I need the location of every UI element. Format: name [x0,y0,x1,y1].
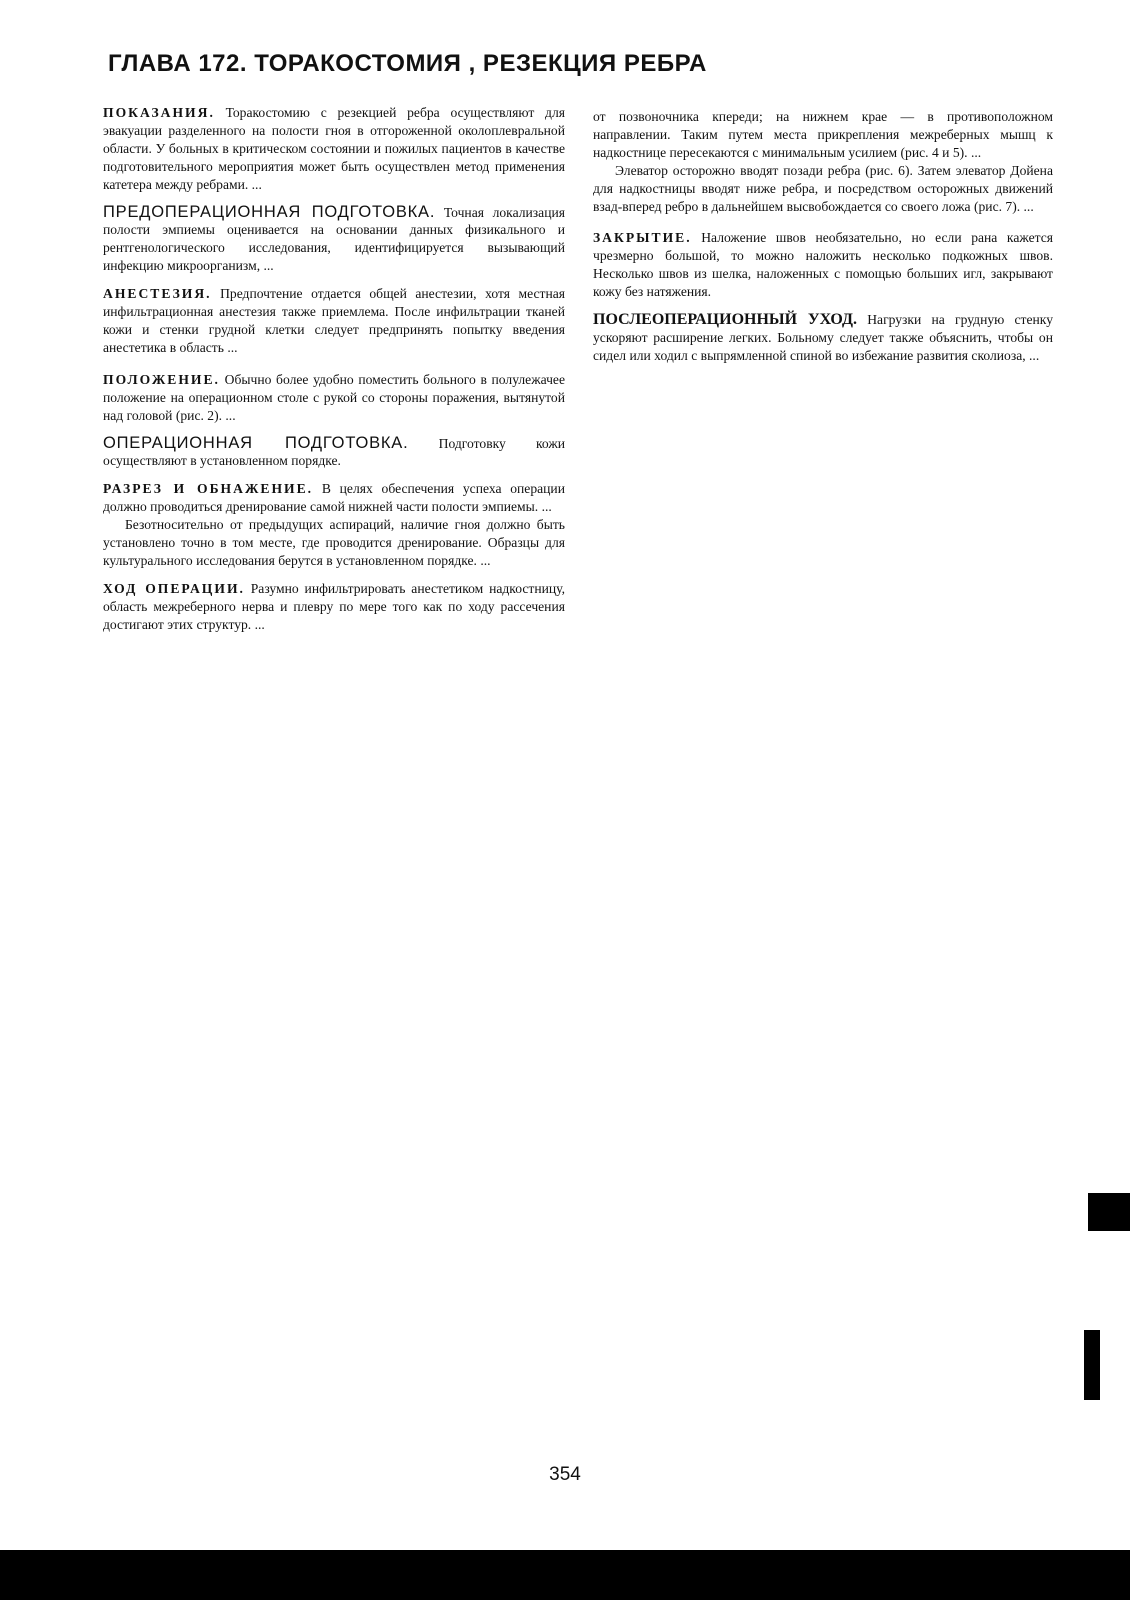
section-heading: ЗАКРЫТИЕ. [593,230,692,246]
left-column [103,104,565,644]
section-procedure-continued [593,108,1053,215]
section-closure [593,229,1053,301]
section-heading: АНЕСТЕЗИЯ. [103,286,212,302]
section-text: Элеватор осторожно вводят позади ребра (рис. 6). Затем элеватор Дойена для надкостницы вводят ниже ребра, и посредством осторожных движений взад-вперед ребро в дальнейшем высвобождается со своего ложа (рис. 7). ... [593,162,1053,214]
section-anesthesia [103,285,565,357]
section-heading: РАЗРЕЗ И ОБНАЖЕНИЕ. [103,481,314,497]
section-procedure [103,580,565,634]
section-indications [103,104,565,194]
section-preop [103,204,565,276]
section-heading: ПОЛОЖЕНИЕ. [103,371,220,387]
section-text: от позвоночника кпереди; на нижнем крае — в противоположном направлении. Таким путем места прикрепления межреберных мышц к надкостнице пересекаются с минимальным усилием (рис. 4 и 5). ... [593,109,1053,160]
thumb-index-tab [1084,1330,1100,1400]
section-position [103,371,565,425]
scan-bottom-border [0,1550,1130,1600]
thumb-index-tab [1088,1193,1130,1231]
section-text: В целях обеспечения успеха операции должно проводиться дренирование самой нижней части полости эмпиемы. ... [103,481,565,515]
section-text: Подготовку кожи осуществляют в установленном порядке. [103,435,565,469]
section-text: Точная локализация полости эмпиемы оценивается на основании данных физикального и рентгенологического исследования, идентифицируется вызывающий инфекцию микроорганизм, ... [103,204,565,274]
section-text: Разумно инфильтрировать анестетиком надкостницу, область межреберного нерва и плевру по мере того как по ходу рассечения достигают этих структур. ... [103,580,565,632]
section-heading: ХОД ОПЕРАЦИИ. [103,580,245,596]
section-heading: ОПЕРАЦИОННАЯ ПОДГОТОВКА. [103,433,409,452]
section-text: Предпочтение отдается общей анестезии, хотя местная инфильтрационная анестезия также приемлема. После инфильтрации тканей кожи и стенки грудной клетки следует предпринять попытку введения анестетика в область ... [103,286,566,355]
page-title: ГЛАВА 172. ТОРАКОСТОМИЯ , РЕЗЕКЦИЯ РЕБРА [108,50,707,77]
section-incision [103,480,565,570]
section-text: Обычно более удобно поместить больного в полулежачее положение на операционном столе с рукой со стороны поражения, вытянутой над головой (рис. 2). ... [103,371,565,423]
page-number: 354 [549,1464,581,1485]
section-op-prep [103,435,565,471]
section-text: Торакостомию с резекцией ребра осуществляют для эвакуации разделенного на полости гноя в отгороженной околоплевральной области. У больных в критическом состоянии и пожилых пациентов в качестве подготовительного мероприятия может быть осуществлен метод применения катетера между ребрами. ... [103,105,565,192]
section-text: Нагрузки на грудную стенку ускоряют расширение легких. Больному следует также объяснить, чтобы он сидел или ходил с выпрямленной спиной во избежание развития сколиоза, ... [593,312,1053,363]
right-column [593,108,1053,375]
section-text: Наложение швов необязательно, но если рана кажется чрезмерно большой, то можно наложить несколько подкожных швов. Несколько швов из шелка, наложенных с помощью больших игл, закрывают кожу без натяжения. [593,230,1053,300]
section-text: Безотносительно от предыдущих аспираций, наличие гноя должно быть установлено точно в том месте, где проводится дренирование. Образцы для культурального исследования берутся в установленном порядке. ... [103,517,565,568]
section-postop [593,311,1053,365]
section-heading: ПОСЛЕОПЕРАЦИОННЫЙ УХОД. [593,311,858,329]
section-heading: ПРЕДОПЕРАЦИОННАЯ ПОДГОТОВКА. [103,202,436,221]
section-heading: ПОКАЗАНИЯ. [103,105,215,120]
